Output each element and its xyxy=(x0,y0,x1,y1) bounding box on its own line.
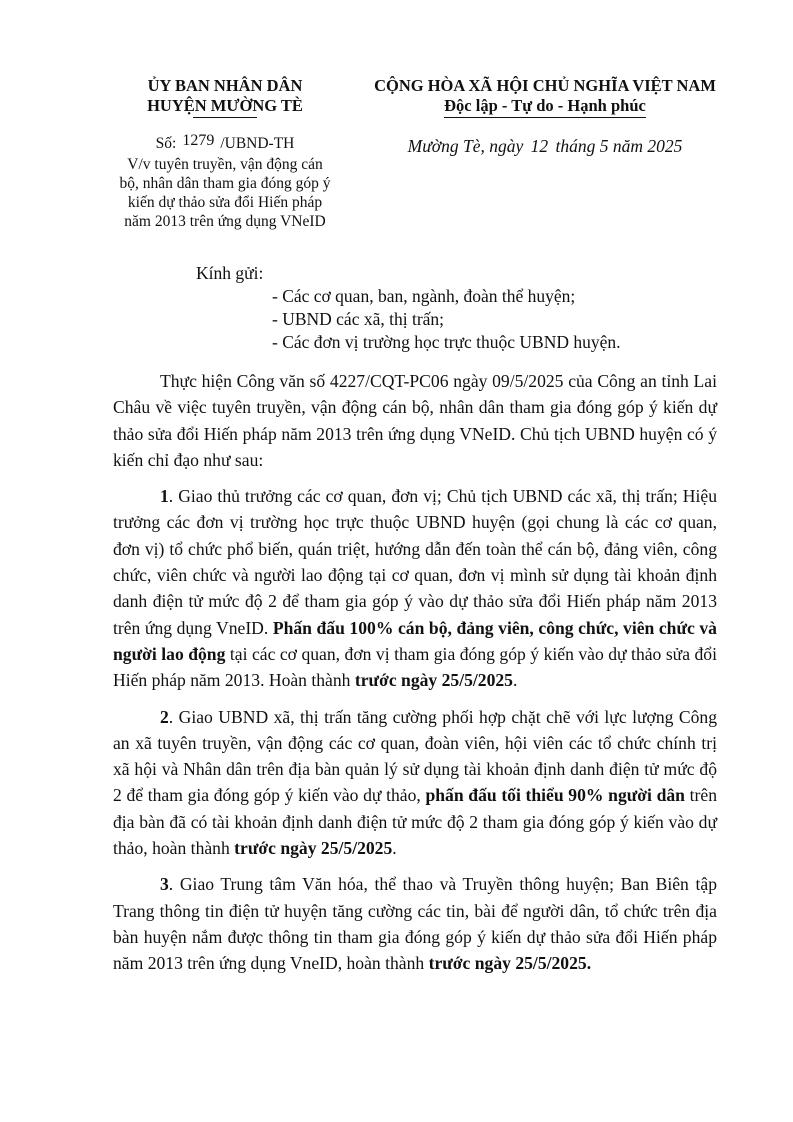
directive-text: . xyxy=(392,838,397,859)
recipient-item: - Các cơ quan, ban, ngành, đoàn thể huyện; xyxy=(272,286,576,306)
date-month-year: tháng 5 năm 2025 xyxy=(555,136,683,156)
directive-text: . Giao Trung tâm Văn hóa, thể thao và Truyền thông huyện; Ban Biên tập Trang thông tin điện tử huyện tăng cường các tin, bài để người dân, tổ chức trên địa bàn huyện nắm được thông tin tham gia đóng góp ý kiến dự thảo sửa đổi Hiến pháp năm 2013 trên ứng dụng VneID, hoàn thành xyxy=(113,874,717,974)
directive-paragraph-1 xyxy=(113,483,717,693)
subject-line: năm 2013 trên ứng dụng VNeID xyxy=(124,213,326,230)
directive-number: 2 xyxy=(160,706,169,727)
intro-paragraph: Thực hiện Công văn số 4227/CQT-PC06 ngày 09/5/2025 của Công an tỉnh Lai Châu về việc tuyên truyền, vận động cán bộ, nhân dân tham gia đóng góp ý kiến dự thảo sửa đổi Hiến pháp năm 2013 trên ứng dụng VNeID. Chủ tịch UBND huyện có ý kiến chỉ đạo như sau: xyxy=(113,371,717,470)
doc-number-value: 1279 xyxy=(182,132,215,149)
doc-number-prefix: Số: xyxy=(155,135,177,152)
deadline-emphasis: trước ngày 25/5/2025. xyxy=(428,953,592,974)
directive-paragraph-3 xyxy=(113,871,717,976)
subject-line: bộ, nhân dân tham gia đóng góp ý xyxy=(119,175,331,192)
recipients-block xyxy=(196,262,621,354)
directive-text: . Giao thủ trưởng các cơ quan, đơn vị; Chủ tịch UBND các xã, thị trấn; Hiệu trưởng các đơn vị trường học trực thuộc UBND huyện (gọi chung là các cơ quan, đơn vị) tổ chức phổ biến, quán triệt, hướng dẫn đến toàn thể cán bộ, đảng viên, công chức, viên chức và người lao động tại cơ quan, đơn vị mình sử dụng tài khoản định danh điện tử mức độ 2 để tham gia góp ý vào dự thảo sửa đổi Hiến pháp năm 2013 trên ứng dụng VneID. xyxy=(113,486,717,638)
deadline-emphasis: trước ngày 25/5/2025 xyxy=(354,670,513,691)
org-line-1: ỦY BAN NHÂN DÂN xyxy=(147,76,303,95)
date-prefix: Mường Tè, ngày xyxy=(407,136,524,156)
doc-number-suffix: /UBND-TH xyxy=(220,135,295,152)
directive-paragraph-2 xyxy=(113,704,717,862)
directive-emphasis: phấn đấu tối thiểu 90% người dân xyxy=(425,785,685,806)
directive-number: 1 xyxy=(160,486,169,507)
document-body xyxy=(113,368,717,987)
directive-text: trên địa bàn đã có tài khoản định danh điện tử mức độ 2 tham gia đóng góp ý kiến vào dự thảo, hoàn thành xyxy=(113,785,717,859)
deadline-emphasis: trước ngày 25/5/2025 xyxy=(234,838,393,859)
recipients-label: Kính gửi: xyxy=(196,263,264,283)
org-line-2: HUYỆN MƯỜNG TÈ xyxy=(147,96,303,115)
issuing-authority xyxy=(100,76,350,118)
date-day: 12 xyxy=(530,136,549,156)
document-subject xyxy=(100,155,350,231)
subject-line: V/v tuyên truyền, vận động cán xyxy=(127,156,323,173)
subject-line: kiến dự thảo sửa đổi Hiến pháp xyxy=(127,194,323,211)
recipient-item: - UBND các xã, thị trấn; xyxy=(272,309,445,329)
org-underline xyxy=(193,117,257,118)
national-header xyxy=(355,76,735,118)
national-motto: Độc lập - Tự do - Hạnh phúc xyxy=(444,96,646,118)
directive-text: . xyxy=(512,670,518,691)
document-number xyxy=(100,134,350,153)
directive-emphasis: Phấn đấu 100% cán bộ, đảng viên, công chức, viên chức và người lao động xyxy=(113,617,717,664)
country-name: CỘNG HÒA XÃ HỘI CHỦ NGHĨA VIỆT NAM xyxy=(374,76,716,95)
place-and-date xyxy=(355,136,735,156)
directive-text: . Giao UBND xã, thị trấn tăng cường phối hợp chặt chẽ với lực lượng Công an xã tuyên truyền, vận động các cơ quan, đoàn viên, hội viên các tổ chức chính trị xã hội và Nhân dân trên địa bàn quản lý sử dụng tài khoản định danh điện tử mức độ 2 để tham gia đóng góp ý kiến vào dự thảo, xyxy=(113,706,717,806)
directive-text: tại các cơ quan, đơn vị tham gia đóng góp ý kiến vào dự thảo sửa đổi Hiến pháp năm 2013. Hoàn thành xyxy=(113,643,717,691)
recipient-item: - Các đơn vị trường học trực thuộc UBND huyện. xyxy=(272,332,621,352)
directive-number: 3 xyxy=(160,874,169,895)
